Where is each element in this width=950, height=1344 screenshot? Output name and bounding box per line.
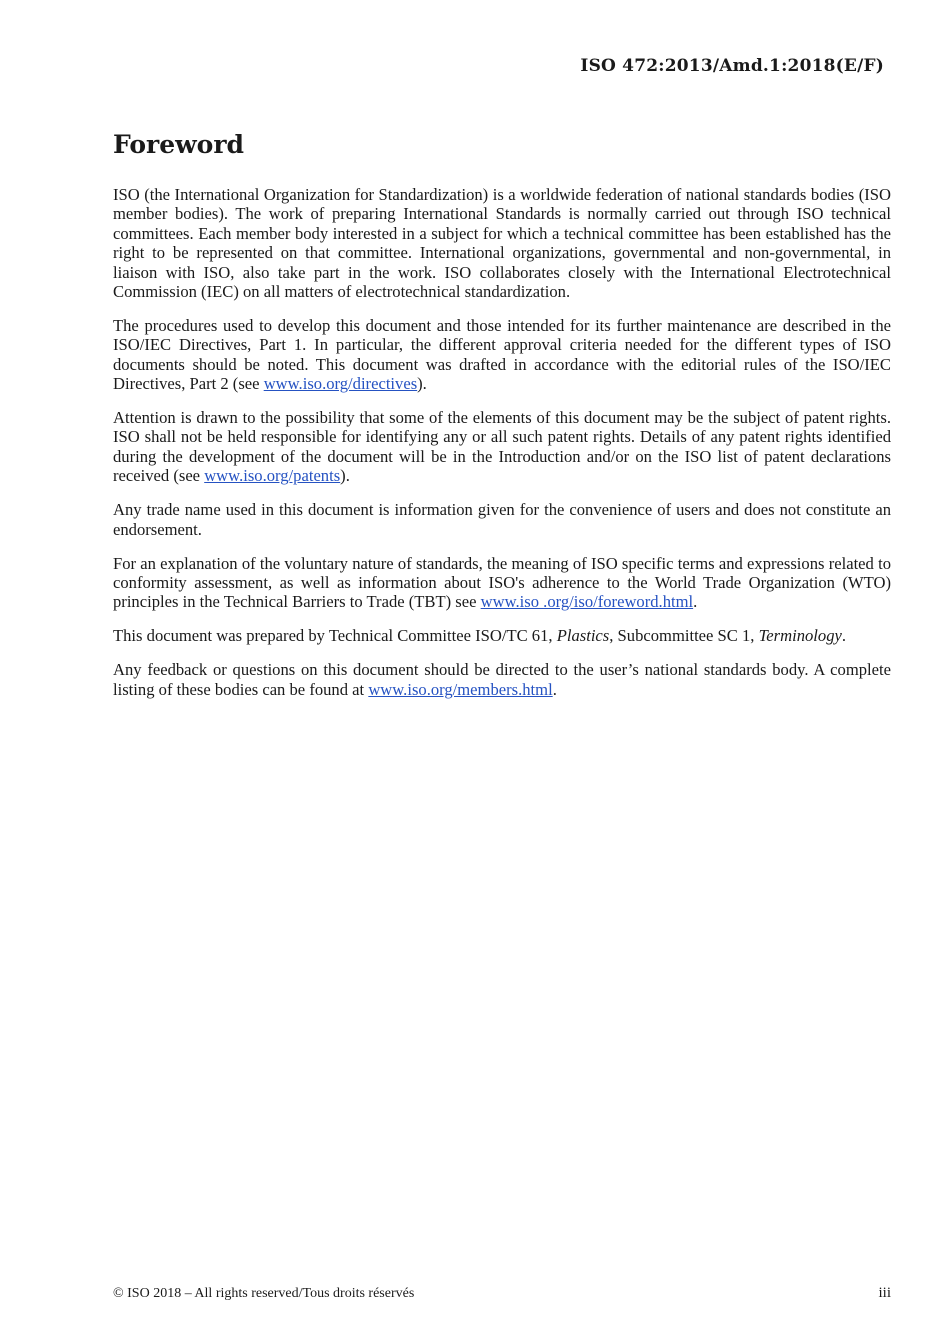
paragraph-voluntary-nature [113,554,891,612]
paragraph-procedures [113,316,891,394]
paragraph-trade-name: Any trade name used in this document is information given for the convenience of users and does not constitute an endorsement. [113,500,891,539]
paragraph-tail: . [841,626,847,646]
paragraph-tail: ). [417,374,427,394]
page-number: iii [878,1285,891,1301]
document-identifier: ISO 472:2013/Amd.1:2018(E/F) [580,56,884,76]
foreword-link[interactable]: www.iso .org/iso/foreword.html [480,592,694,612]
paragraph-iso-description: ISO (the International Organization for Standardization) is a worldwide federation of national standards bodies (ISO member bodies). The work of preparing International Standards is normally carried out through ISO technical committees. Each member body interested in a subject for which a technical committee has been established has the right to be represented on that committee. International organizations, governmental and non-governmental, in liaison with ISO, also take part in the work. ISO collaborates closely with the International Electrotechnical Commission (IEC) on all matters of electrotechnical standardization. [113,185,891,302]
paragraph-text: For an explanation of the voluntary nature of standards, the meaning of ISO specific terms and expressions related to conformity assessment, as well as information about ISO's adherence to the World Trade Organization (WTO) principles in the Technical Barriers to Trade (TBT) see [113,553,891,612]
paragraph-text: Attention is drawn to the possibility that some of the elements of this document may be the subject of patent rights. ISO shall not be held responsible for identifying any or all such patent rights. Details of any patent rights identified during the development of the document will be in the Introduction and/or on the ISO list of patent declarations received (see [113,408,891,486]
foreword-body [113,185,891,713]
paragraph-patents [113,408,891,486]
directives-link[interactable]: www.iso.org/directives [263,374,418,394]
paragraph-tail: ). [340,466,350,486]
members-link[interactable]: www.iso.org/members.html [368,679,553,699]
paragraph-tail: . [693,592,698,612]
paragraph-text: This document was prepared by Technical Committee ISO/TC 61, [113,626,557,646]
paragraph-text: The procedures used to develop this document and those intended for its further maintenance are described in the ISO/IEC Directives, Part 1. In particular, the different approval criteria needed for the different types of ISO documents should be noted. This document was drafted in accordance with the editorial rules of the ISO/IEC Directives, Part 2 (see [113,315,891,394]
paragraph-committee [113,626,891,645]
copyright-notice: © ISO 2018 – All rights reserved/Tous droits réservés [113,1286,415,1301]
paragraph-middle: , Subcommittee SC 1, [609,626,759,646]
patents-link[interactable]: www.iso.org/patents [204,466,341,486]
committee-name: Plastics [556,626,610,646]
paragraph-text: Any feedback or questions on this document should be directed to the user’s national standards body. A complete listing of these bodies can be found at [113,660,891,699]
paragraph-tail: . [552,679,557,699]
subcommittee-name: Terminology [758,626,842,646]
page-title: Foreword [113,130,244,159]
paragraph-feedback [113,660,891,699]
